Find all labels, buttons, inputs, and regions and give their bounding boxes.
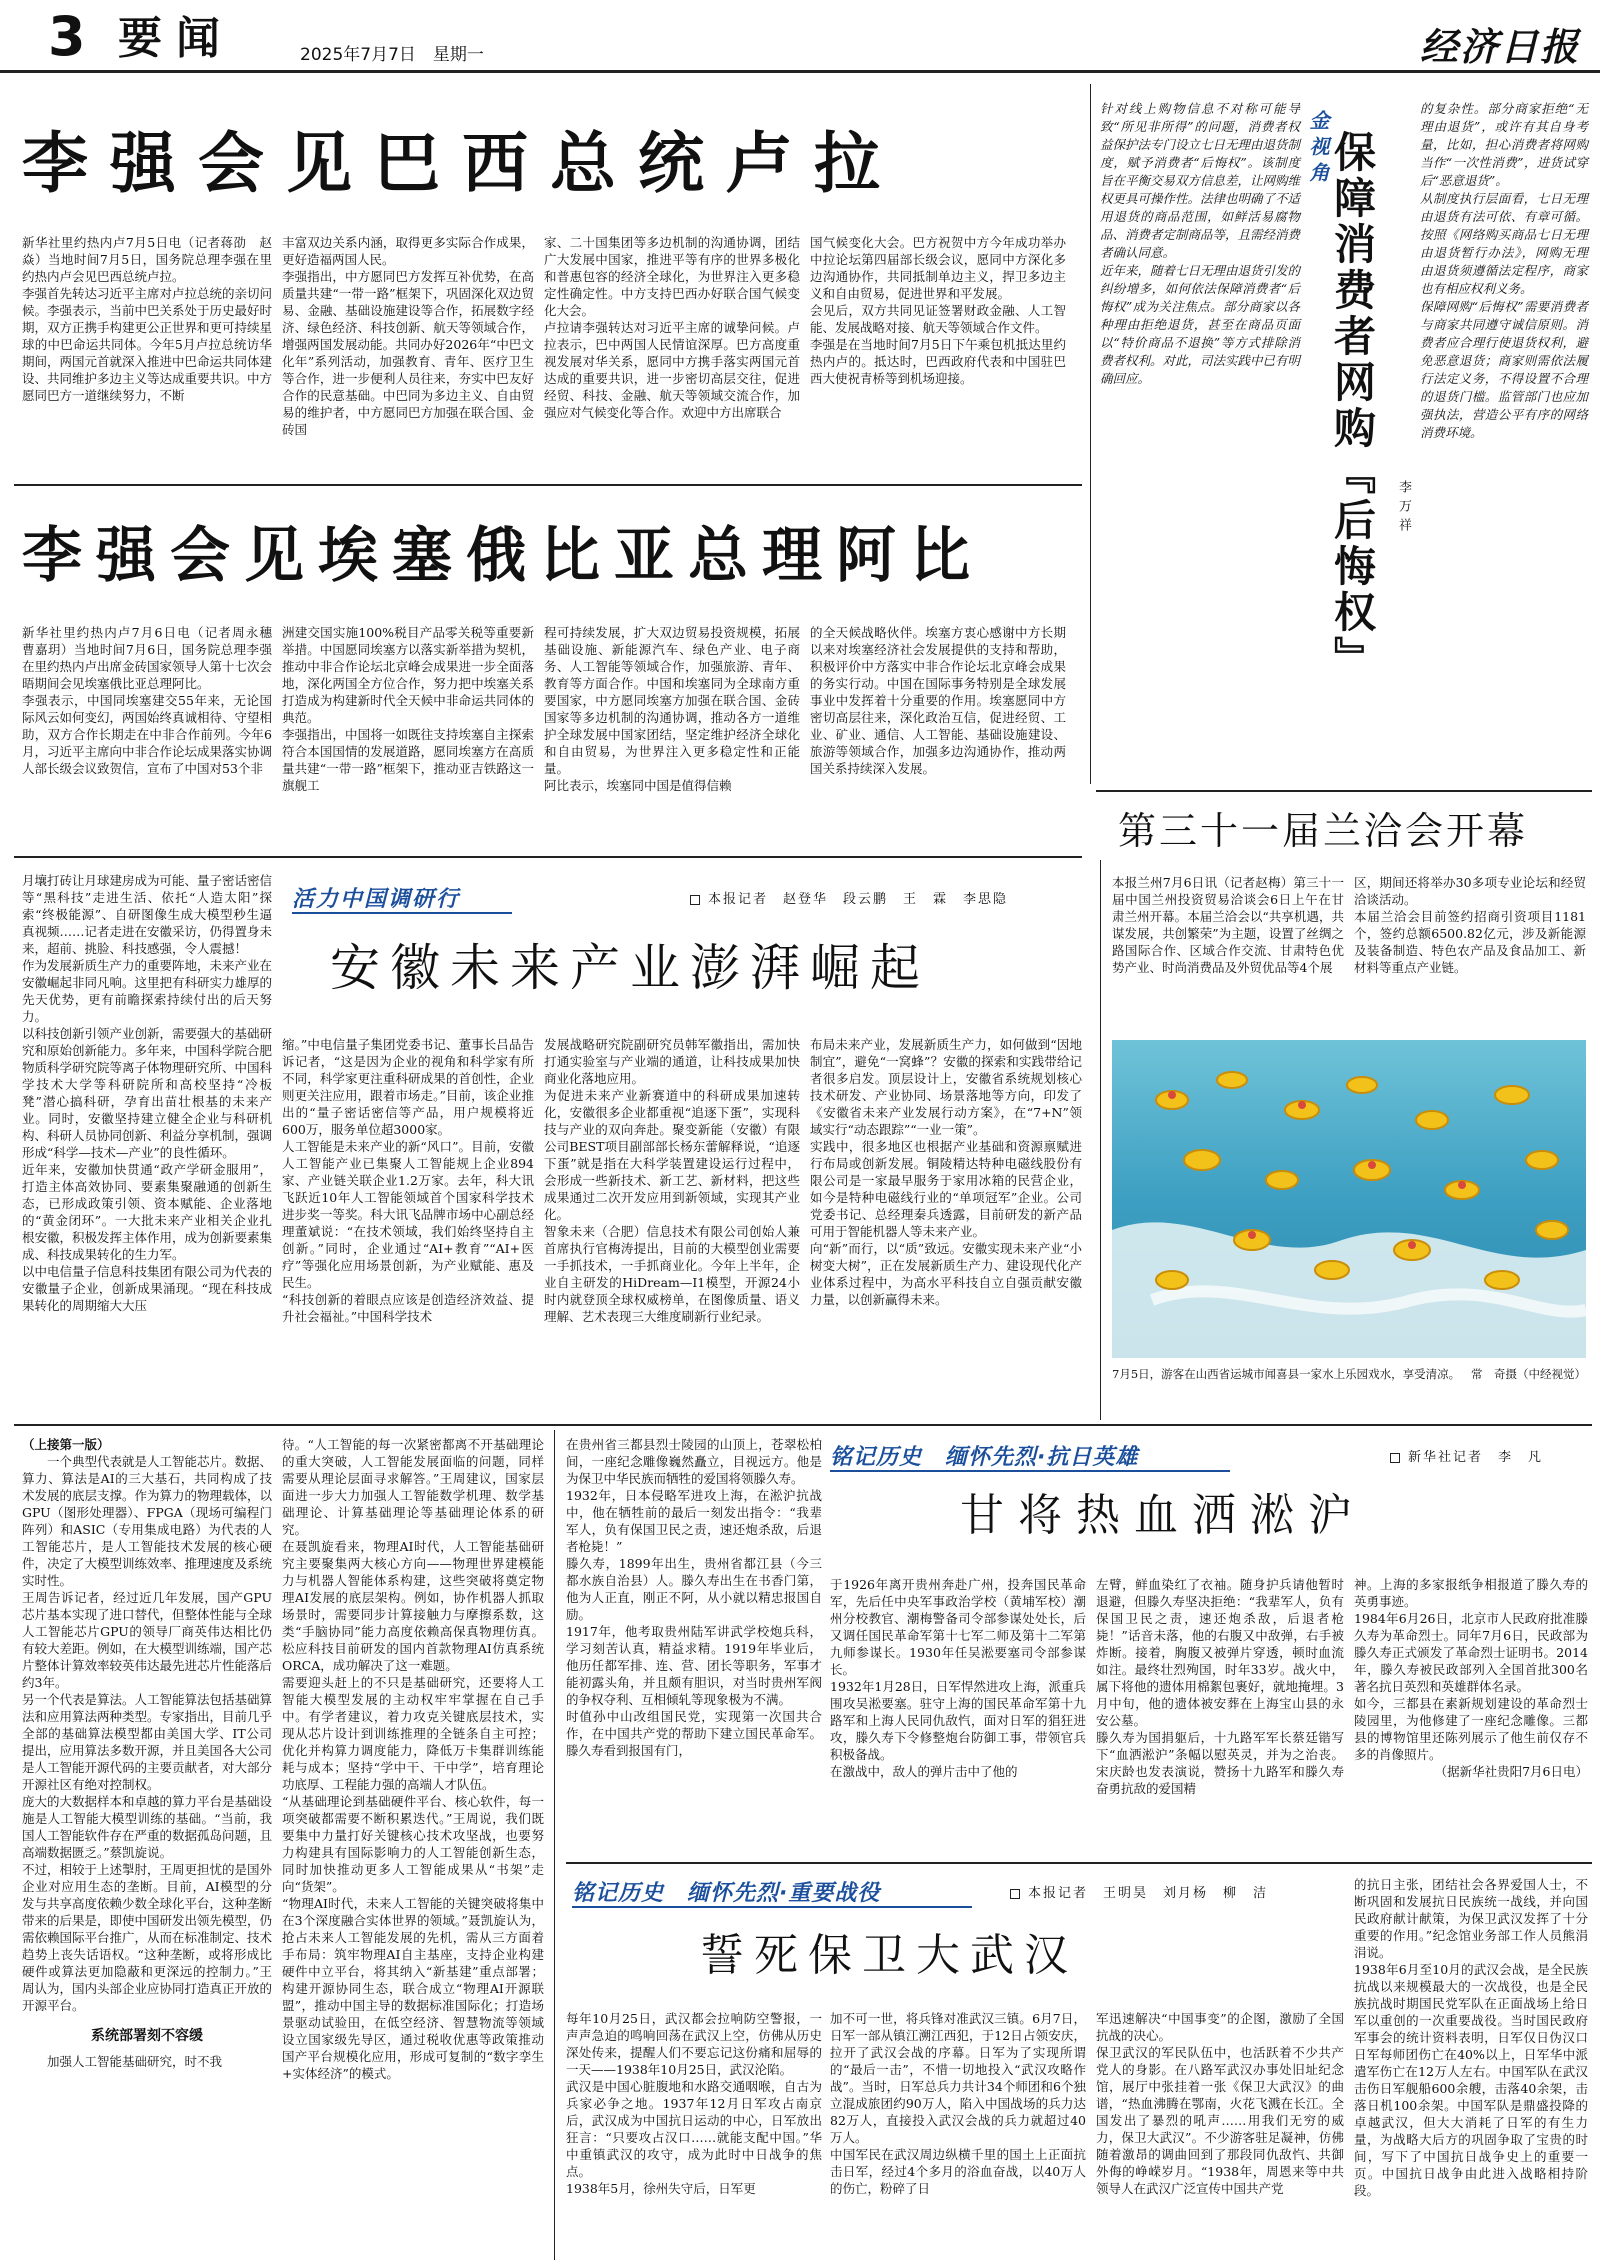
ai-col1-text: 一个典型代表就是人工智能芯片。数据、算力、算法是AI的三大基石，共同构成了技术发展的底层支撑。作为算力的物理载体，以GPU（图形处理器）、FPGA（现场可编程门阵列）和ASIC（专用集成电路）为代表的人工智能芯片，是人工智能技术发展的核心硬件，决定了大模型训练效率、推理速度及系统实时性。 王周告诉记者，经过近几年发展，国产GPU芯片基本实现了进口替代，但整体性能与全球人工智能芯片GPU的领导厂商英伟达相比仍有较大差距。例如，在大模型训练端，国产芯片整体计算效率较英伟达最先进芯片性能落后约3年。 另一个代表是算法。人工智能算法包括基础算法和应用算法两种类型。专家指出，目前几乎全部的基础算法模型都由美国大学、IT公司提出，应用算法多数开源，并且美国各大公司是人工智能开源代码的主要贡献者，对大部分开源社区有绝对控制权。 庞大的大数据样本和卓越的算力平台是基础设施是人工智能大模型训练的基础。“当前，我国人工智能软件存在严重的数据孤岛问题，且高端数据匮乏。”蔡凯旋说。 不过，相较于上述掣肘，王周更担忧的是国外企业对应用生态的垄断。目前，AI模型的分发与共享高度依赖少数全球化平台，这种垄断带来的后果是，即使中国研发出领先模型，仍需依赖国际平台推广，从而在标准制定、技术趋势上丧失话语权。“这种垄断，或将形成比硬件或算法更加隐蔽和更深远的控制力。”王周认为，国内头部企业应协同打造真正开放的开源平台。 (22, 1454, 273, 2013)
hero-headline: 甘将热血洒淞沪 (960, 1490, 1366, 1541)
hero-col0 (566, 1436, 822, 1852)
story1-col1-text: 新华社里约热内卢7月5日电（记者蒋劭 赵焱）当地时间7月5日，国务院总理李强在里约热内卢会见巴西总统卢拉。 李强首先转达习近平主席对卢拉总统的亲切问候。李强表示，当前中巴关系处于历史最好时期，双方正携手构建更公正世界和更可持续星球的中巴命运共同体。今年5月卢拉总统访华期间，两国元首就深入推进中巴命运共同体建设、共同维护多边主义等达成重要共识。中方愿同巴方一道继续努力，不断 (22, 235, 273, 403)
wuhan-col4 (1354, 1876, 1588, 2260)
ai-col2 (282, 1436, 544, 2258)
section-name: 要闻 (118, 13, 234, 64)
wuhan-col1-text: 每年10月25日，武汉都会拉响防空警报，一声声急迫的鸣响回荡在武汉上空，仿佛从历史深处传来，提醒人们不要忘记这份痛和屈辱的一天——1938年10月25日，武汉沦陷。 武汉是中国心脏腹地和水路交通咽喉，自古为兵家必争之地。1937年12月日军攻占南京后，武汉成为中国抗日运动的中心，日军放出狂言：“只要攻占汉口……就能支配中国。”华中重镇武汉的攻守，成为此时中日战争的焦点。 1938年5月，徐州失守后，日军更 (566, 2011, 822, 2196)
square-icon (1390, 1453, 1400, 1463)
story2-col4 (810, 624, 1066, 842)
hero-col2 (1096, 1576, 1344, 1852)
hero-col2-text: 左臂，鲜血染红了衣袖。随身护兵请他暂时退避，但滕久寿坚决拒绝：“我辈军人，负有保国卫民之责，速还炮杀敌，后退者枪毙！”话音未落，他的右腹又中敌弹，右手被炸断。接着，胸腹又被弹片穿透，顿时血流如注。最终壮烈殉国，时年33岁。战火中，属下将他的遗体用棉絮包裹好，就地掩埋。3月中旬，他的遗体被安葬在上海宝山县的永安公墓。 滕久寿为国捐躯后，十九路军军长蔡廷锴写下“血洒淞沪”条幅以慰英灵，并为之治丧。宋庆龄也发表演说，赞扬十九路军和滕久寿奋勇抗敌的爱国精 (1096, 1577, 1344, 1796)
story1-col1 (22, 234, 272, 466)
commentary-title: 保障消费者网购『后悔权』 (1328, 130, 1377, 682)
wuhan-col2-text: 加不可一世，将兵锋对准武汉三镇。6月7日，日军一部从镇江溯江西犯，于12日占领安庆，拉开了武汉会战的序幕。日军为了实现所谓的“最后一击”，不惜一切地投入“武汉攻略作战”。当时，日军总兵力共计34个师团和6个独立混成旅团约90万人，陷入中国战场的兵力达82万人，直接投入武汉会战的兵力就超过40万人。 中国军民在武汉周边纵横千里的国土上正面抗击日军，经过4个多月的浴血奋战，以40万人的伤亡，粉碎了日 (830, 2011, 1086, 2196)
anhui-col4 (810, 1036, 1082, 1420)
story1-col4-text: 国气候变化大会。巴方祝贺中方今年成功举办中拉论坛第四届部长级会议，愿同中方深化多边沟通协作，共同抵制单边主义，捍卫多边主义和自由贸易，促进世界和平发展。 会见后，双方共同见证签署财政金融、人工智能、发展战略对接、航天等领域合作文件。 李强是在当地时间7月5日下午乘包机抵达里约热内卢的。抵达时，巴西政府代表和中国驻巴西大使祝青桥等到机场迎接。 (810, 235, 1066, 386)
wuhan-reporters-text: 本报记者 王明昊 刘月杨 柳 洁 (1028, 1886, 1269, 1901)
commentary-left-rule (1090, 84, 1091, 784)
wuhan-reporters (1010, 1882, 1268, 1901)
ai-subhead: 系统部署刻不容缓 (91, 2028, 203, 2044)
commentary-bottom-rule (1096, 790, 1592, 792)
anhui-headline: 安徽未来产业澎湃崛起 (330, 939, 930, 997)
wuhan-headline: 誓死保卫大武汉 (700, 1930, 1078, 1981)
hero-col1-text: 于1926年离开贵州奔赴广州，投奔国民革命军，先后任中央军事政治学校（黄埔军校）潮州分校教官、潮梅警备司令部参谋处处长，后又调任国民革命军第十七军二师及第十二军第九师参谋长。1930年任吴淞要塞司令部参谋长。 1932年1月28日，日军悍然进攻上海，派重兵围攻吴淞要塞。驻守上海的国民革命军第十九路军和上海人民同仇敌忾，面对日军的猖狂进攻，滕久寿下令修整炮台防御工事，带领官兵积极备战。 在激战中，敌人的弹片击中了他的 (830, 1577, 1086, 1779)
page-number: 3 (48, 5, 86, 68)
photo-credit: 常 奇摄（中经视觉） (1471, 1367, 1586, 1381)
square-icon (1010, 1889, 1020, 1899)
story1-col3 (544, 234, 800, 466)
anhui-bottom-rule (14, 1424, 1592, 1426)
wuhan-tag-rule (572, 1906, 972, 1908)
hero-bottom-rule (566, 1862, 1592, 1864)
ai-right-rule (554, 1430, 555, 2260)
wuhan-col3-text: 军迅速解决“中国事变”的企图，激励了全国抗战的决心。 保卫武汉的军民队伍中，也活跃着不少共产党人的身影。在八路军武汉办事处旧址纪念馆，展厅中张挂着一张《保卫大武汉》的曲谱，“热血沸腾在鄂南，火花飞溅在长江。全国发出了暴烈的吼声……用我们无穷的威力，保卫大武汉”。不少游客驻足凝神，仿佛随着激昂的调曲回到了那段同仇敌忾、共御外侮的峥嵘岁月。“1938年，周恩来等中共领导人在武汉广泛宣传中国共产党 (1096, 2011, 1344, 2196)
story2-col3 (544, 624, 800, 842)
commentary-col1-text: 针对线上购物信息不对称可能导致“所见非所得”的问题，消费者权益保护法专门设立七日无理由退货制度，赋予消费者“后悔权”。该制度旨在平衡交易双方信息差，让网购维权更具可操作性。法律也明确了不适用退货的商品范围，如鲜活易腐物品、消费者定制商品等，且需经消费者确认同意。 近年来，随着七日无理由退货引发的纠纷增多，如何依法保障消费者“后悔权”成为关注焦点。部分商家以各种理由拒绝退货，甚至在商品页面以“特价商品不退换”等方式排除消费者权利。对此，司法实践中已有明确回应。 (1100, 101, 1301, 386)
wuhan-col1 (566, 2010, 822, 2260)
fair-col2 (1354, 874, 1586, 1024)
anhui-reporters-text: 本报记者 赵登华 段云鹏 王 霖 李思隐 (708, 892, 1009, 907)
hero-col3-text: 神。上海的多家报纸争相报道了滕久寿的英勇事迹。 1984年6月26日，北京市人民政府批准滕久寿为革命烈士。同年7月6日，民政部为滕久寿正式颁发了革命烈士证明书。2014年，滕久寿被民政部列入全国首批300名著名抗日英烈和英雄群体名录。 如今，三都县在素新规划建设的革命烈士陵园里，为他修建了一座纪念雕像。三都县的博物馆里还陈列展示了他生前仅存不多的肖像照片。 (1354, 1577, 1588, 1762)
story2-col1 (22, 624, 272, 842)
ai-col2-text: 待。“人工智能的每一次紧密都离不开基础理论的重大突破，人工智能发展面临的问题，同样需要从理论层面寻求解答。”王周建议，国家层面进一步大力加强人工智能数学机理、数学基础理论、计算基础理论等基础理论体系的研究。 在聂凯旋看来，物理AI时代，人工智能基础研究主要聚集两大核心方向——物理世界建模能力与机器人智能体系构建，这些突破将奠定物理AI发展的底层架构。例如，协作机器人抓取场景时，需要同步计算接触力与摩擦系数，这类“手脑协同”能力高度依赖高保真物理仿真。松应科技目前研发的国内首款物理AI仿真系统ORCA，成功解决了这一难题。 需要迎头赶上的不只是基础研究，还要将人工智能大模型发展的主动权牢牢掌握在自己手中。有学者建议，着力攻克关键底层技术，实现从芯片设计到训练推理的全链条自主可控；优化并构算力调度能力，降低万卡集群训练能耗与成本；坚持“学中干、干中学”，培育理论功底厚、工程能力强的高端人才队伍。 “从基础理论到基础硬件平台、核心软件，每一项突破都需要不断积累迭代。”王周说，我们既要集中力量打好关键核心技术攻坚战，也要努力构建具有国际影响力的人工智能创新生态，同时加快推动更多人工智能成果从“书架”走向“货架”。 “物理AI时代，未来人工智能的关键突破将集中在3个深度融合实体世界的领域。”聂凯旋认为，抢占未来人工智能发展的先机，需从三方面着手布局：筑牢物理AI自主基座，支持企业构建硬件中立平台，将其纳入“新基建”重点部署；构建开源协同生态，联合成立“物理AI开源联盟”，推动中国主导的数据标准国际化；打造场景驱动试验田，在低空经济、智慧物流等领域设立国家级先导区，通过税收优惠等政策推动国产平台规模化应用，形成可复制的“数字孪生+实体经济”的模式。 (282, 1437, 544, 2081)
headline-lula: 李强会见巴西总统卢拉 (22, 125, 902, 202)
commentary-author: 李万祥 (1396, 480, 1411, 537)
anhui-tag: 活力中国调研行 (292, 887, 461, 912)
fair-col1-text: 本报兰州7月6日讯（记者赵梅）第三十一届中国兰州投资贸易洽谈会6日上午在甘肃兰州开幕。本届兰洽会以“共享机遇，共谋发展，共创繁荣”为主题，设置了丝绸之路国际合作、区域合作交流、甘肃特色优势产业、时尚消费品及外贸优品等4个展 (1112, 875, 1344, 975)
wuhan-tag: 铭记历史 缅怀先烈·重要战役 (572, 1881, 881, 1906)
fair-headline: 第三十一届兰洽会开幕 (1118, 809, 1529, 853)
story2-col1-text: 新华社里约热内卢7月6日电（记者周永穗 曹嘉玥）当地时间7月6日，国务院总理李强在里约热内卢出席金砖国家领导人第十七次会晤期间会见埃塞俄比亚总理阿比。 李强表示，中国同埃塞建交55年来，无论国际风云如何变幻，两国始终真诚相待、守望相助，双方合作长期走在中非合作前列。今年6月，习近平主席向中非合作论坛成果落实协调人部长级会议致贺信，宣布了中国对53个非 (22, 625, 273, 776)
hero-col0-text: 在贵州省三都县烈士陵园的山顶上，苍翠松柏间，一座纪念雕像巍然矗立，目视远方。他是为保卫中华民族而牺牲的爱国将领滕久寿。 1932年，日本侵略军进攻上海，在淞沪抗战中，他在牺牲前的最后一刻发出指令：“我辈军人，负有保国卫民之责，速还炮杀敌，后退者枪毙！” 滕久寿，1899年出生，贵州省都江县（今三都水族自治县）人。滕久寿出生在书香门第，他为人正直，刚正不阿，从小就以精忠报国自励。 1917年，他考取贵州陆军讲武学校炮兵科，学习刻苦认真，精益求精。1919年毕业后，他历任都军排、连、营、团长等职务，军事才能初露头角，并且颇有胆识，对当时贵州军阀的争权夺利、互相倾轧等现象极为不满。 时值孙中山改组国民党，实现第一次国共合作，在中国共产党的帮助下建立国民革命军。滕久寿看到报国有门， (566, 1437, 822, 1758)
anhui-col1-text: 月壤打砖让月球建房成为可能、量子密话密信等“黑科技”走进生活、依托“人造太阳”探索“终极能源”、自研图像生成大模型秒生逼真视频……记者走进在安徽采访，仍得置身未来，超前、挑脸、科技感强，令人震撼！ 作为发展新质生产力的重要阵地，未来产业在安徽崛起非同凡响。这里把有科研实力雄厚的先天优势，更有前瞻探索持续付出的后天努力。 以科技创新引领产业创新，需要强大的基础研究和原始创新能力。多年来，中国科学院合肥物质科学研究院等离子体物理研究所、中国科学技术大学等科研院所和高校坚持“冷板凳”潜心搞科研，孕育出苗壮根基的未来产业。同时，安徽坚持建立健全企业与科研机构、科研人员协同创新、利益分享机制，强调形成“科学—技术—产业”的良性循环。 近年来，安徽加快贯通“政产学研金服用”，打造主体高效协同、要素集聚融通的创新生态，已形成政策引领、资本赋能、企业落地的“黄金闭环”。一大批未来产业相关企业扎根安徽，积极发挥主体作用，成为创新要素集成、科技成果转化的生力军。 以中电信量子信息科技集团有限公司为代表的安徽量子企业，创新成果涌现。“现在科技成果转化的周期缩大大压 (22, 873, 273, 1313)
wuhan-col2 (830, 2010, 1086, 2260)
hero-col1 (830, 1576, 1086, 1852)
anhui-reporters (690, 888, 1008, 907)
story1-col2-text: 丰富双边关系内涵，取得更多实际合作成果，更好造福两国人民。 李强指出，中方愿同巴方发挥互补优势，在高质量共建“一带一路”框架下，巩固深化双边贸易、金融、基础设施建设等合作，拓展数字经济、绿色经济、科技创新、航天等领域合作，增强两国发展动能。共同办好2026年“中巴文化年”系列活动，加强教育、青年、医疗卫生等合作，进一步便利人员往来，夯实中巴友好合作的民意基础。中巴同为多边主义、自由贸易的维护者，中方愿同巴方加强在联合国、金砖国 (282, 235, 534, 437)
fair-col2-text: 区，期间还将举办30多项专业论坛和经贸洽谈活动。 本届兰洽会目前签约招商引资项目1181个，签约总额6500.82亿元，涉及新能源及装备制造、特色农产品及食品加工、新材料等重点产业链。 (1354, 875, 1586, 975)
anhui-col4-text: 布局未来产业，发展新质生产力，如何做到“因地制宜”，避免“一窝蜂”？安徽的探索和实践带给记者很多启发。顶层设计上，安徽省系统规划核心技术研发、产业协同、场景落地等方向，印发了《安徽省未来产业发展行动方案》，在“7+N”领域实行“动态跟踪”“一业一策”。 实践中，很多地区也根据产业基础和资源禀赋进行布局或创新发展。铜陵精达特种电磁线股份有限公司是一家最早服务于家用冰箱的民营企业，如今是特种电磁线行业的“单项冠军”企业。公司党委书记、总经理秦兵透露，目前研发的新产品可用于智能机器人等未来产业。 向“新”而行，以“质”致远。安徽实现未来产业“小树变大树”，正在发展新质生产力、建设现代化产业体系过程中，为高水平科技自立自强贡献安徽力量，以创新赢得未来。 (810, 1037, 1082, 1307)
anhui-col1 (22, 872, 272, 1420)
hero-reporter-text: 新华社记者 李 凡 (1408, 1450, 1544, 1465)
photo-left-rule (1100, 860, 1101, 1420)
hero-tag: 铭记历史 缅怀先烈·抗日英雄 (830, 1445, 1139, 1470)
story1-col4 (810, 234, 1066, 466)
fair-col1 (1112, 874, 1344, 1024)
photo-caption (1112, 1366, 1586, 1406)
square-icon (690, 895, 700, 905)
hero-tag-rule (830, 1470, 1230, 1472)
anhui-col2-text: 缩。”中电信量子集团党委书记、董事长吕品告诉记者，“这是因为企业的视角和科学家有所不同，科学家更注重科研成果的首创性，企业则更关注应用，跟着市场走。”目前，该企业推出的“量子密话密信等产品，用户规模将近600万，服务单位超3000家。 人工智能是未来产业的新“风口”。目前，安徽人工智能产业已集聚人工智能规上企业894家、产业链关联企业1.2万家。去年，科大讯飞跃近10年人工智能领域首个国家科学技术进步奖一等奖。科大讯飞品牌市场中心副总经理董斌说：“在技术领域，我们始终坚持自主创新。”同时，企业通过“AI+教育”“AI+医疗”等强化应用场景创新，为产业赋能、惠及民生。 “科技创新的着眼点应该是创造经济效益、提升社会福祉。”中国科学技术 (282, 1037, 534, 1324)
photo-caption-text: 7月5日，游客在山西省运城市闻喜县一家水上乐园戏水，享受清凉。 (1112, 1367, 1461, 1381)
story2-col3-text: 程可持续发展，扩大双边贸易投资规模，拓展基础设施、新能源汽车、绿色产业、电子商务、人工智能等领域合作，加强旅游、青年、教育等方面合作。中国和埃塞同为全球南方重要国家，中方愿同埃塞方加强在联合国、金砖国家等多边机制的沟通协调，推动各方一道维护全球发展中国家团结，坚定维护经济全球化和自由贸易，为世界注入更多稳定性和正能量。 阿比表示，埃塞同中国是值得信赖 (544, 625, 800, 793)
ai-col1 (22, 1436, 272, 2258)
hero-col3 (1354, 1576, 1588, 1852)
headline-abiy: 李强会见埃塞俄比亚总理阿比 (22, 521, 984, 591)
ai-continued: （上接第一版） (22, 1437, 110, 1452)
wuhan-col3 (1096, 2010, 1344, 2260)
hero-reporter (1390, 1446, 1543, 1465)
anhui-col3 (544, 1036, 800, 1420)
story2-col4-text: 的全天候战略伙伴。埃塞方衷心感谢中方长期以来对埃塞经济社会发展提供的支持和帮助，积极评价中方落实中非合作论坛北京峰会成果的务实行动。中国在国际事务特别是全球发展事业中发挥着十分重要的作用。埃塞愿同中方密切高层往来，深化政治互信，促进经贸、工业、矿业、通信、人工智能、基础设施建设、旅游等领域合作，加强多边沟通协作，推动两国关系持续深入发展。 (810, 625, 1066, 776)
issue-date: 2025年7月7日 星期一 (300, 45, 484, 65)
story1-col3-text: 家、二十国集团等多边机制的沟通协调，团结广大发展中国家，推进平等有序的世界多极化和普惠包容的经济全球化，为世界注入更多稳定性确定性。中方支持巴西办好联合国气候变化大会。 卢拉请李强转达对习近平主席的诚挚问候。卢拉表示，巴中两国人民情谊深厚。巴方高度重视发展对华关系，愿同中方携手落实两国元首达成的重要共识，进一步密切高层交往，促进经贸、科技、金融、航天等领域交流合作，加强应对气候变化等合作。欢迎中方出席联合 (544, 235, 800, 420)
story2-col2 (282, 624, 534, 842)
anhui-tag-rule (292, 912, 512, 914)
water-park-photo (1112, 1040, 1586, 1358)
story1-rule (14, 484, 1082, 486)
story1-col2 (282, 234, 534, 466)
ai-col1b-text: 加强人工智能基础研究，时不我 (47, 2054, 223, 2069)
masthead-rule (0, 70, 1600, 73)
story2-rule (14, 856, 1082, 858)
water-park-photo-image (1112, 1040, 1586, 1358)
newspaper-logo: 经济日报 (1420, 24, 1581, 69)
masthead (0, 0, 1600, 70)
commentary-col2 (1420, 100, 1588, 770)
wuhan-col4-text: 的抗日主张，团结社会各界爱国人士，不断巩固和发展抗日民族统一战线，并向国民政府献计献策，为保卫武汉发挥了十分重要的作用。”纪念馆业务部工作人员熊涓涓说。 1938年6月至10月的武汉会战，是全民族抗战以来规模最大的一次战役，也是全民族抗战时期国民党军队在正面战场上给日军以重创的一次重要战役。当时国民政府军事会的统计资料表明，日军仅日伪汉口日军每师团伤亡在40%以上，日军华中派遣军伤亡在12万人左右。中国军队在武汉击伤日军舰船600余艘，击落40余架，击落日机100余架。中国军队是鼎盛投降的卓越武汉，但大大消耗了日军的有生力量，为战略大后方的巩固争取了宝贵的时间，写下了中国抗日战争史上的重要一页。中国抗日战争由此进入战略相持阶段。 (1354, 1877, 1588, 2198)
hero-dateline: （据新华社贵阳7月6日电） (1434, 1764, 1588, 1779)
anhui-col3-text: 发展战略研究院副研究员韩军徽指出，需加快打通实验室与产业端的通道，让科技成果加快商业化落地应用。 为促进未来产业新赛道中的科研成果加速转化，安徽很多企业都重视“追逐下蛋”，实现科技与产业的双向奔赴。聚变新能（安徽）有限公司BEST项目副部部长杨东蕾解释说，“追逐下蛋”就是指在大科学装置建设运行过程中，会形成一些新技术、新工艺、新材料，把这些成果通过二次开发应用到新领域，实现其产业化。 智象未来（合肥）信息技术有限公司创始人兼首席执行官梅涛提出，目前的大模型创业需要一手抓技术，一手抓商业化。今年上半年，企业自主研发的HiDream—I1模型，开源24小时内就登顶全球权威榜单，在图像质量、语义理解、艺术表现三大维度刷新行业纪录。 (544, 1037, 800, 1324)
story2-col2-text: 洲建交国实施100%税目产品零关税等重要新举措。中国愿同埃塞方以落实新举措为契机，推动中非合作论坛北京峰会成果进一步全面落地，深化两国全方位合作，努力把中埃塞关系打造成为构建新时代全天候中非命运共同体的典范。 李强指出，中国将一如既往支持埃塞自主探索符合本国国情的发展道路，愿同埃塞方在高质量共建“一带一路”框架下，推动亚吉铁路这一旗舰工 (282, 625, 534, 793)
anhui-col2 (282, 1036, 534, 1420)
commentary-col2-text: 的复杂性。部分商家拒绝“无理由退货”，或许有其自身考量，比如，担心消费者将网购当作“一次性消费”，进货试穿后“恶意退货”。 从制度执行层面看，七日无理由退货有法可依、有章可循。按照《网络购买商品七日无理由退货暂行办法》，网购无理由退货须遵循法定程序，商家也有相应权利义务。 保障网购“后悔权”需要消费者与商家共同遵守诚信原则。消费者应合理行使退货权利，避免恶意退货；商家则需依法履行法定义务，不得设置不合理的退货门槛。监管部门也应加强执法，营造公平有序的网络消费环境。 (1420, 101, 1588, 440)
commentary-col1 (1100, 100, 1300, 770)
commentary-tag: 金视角 (1306, 110, 1330, 188)
